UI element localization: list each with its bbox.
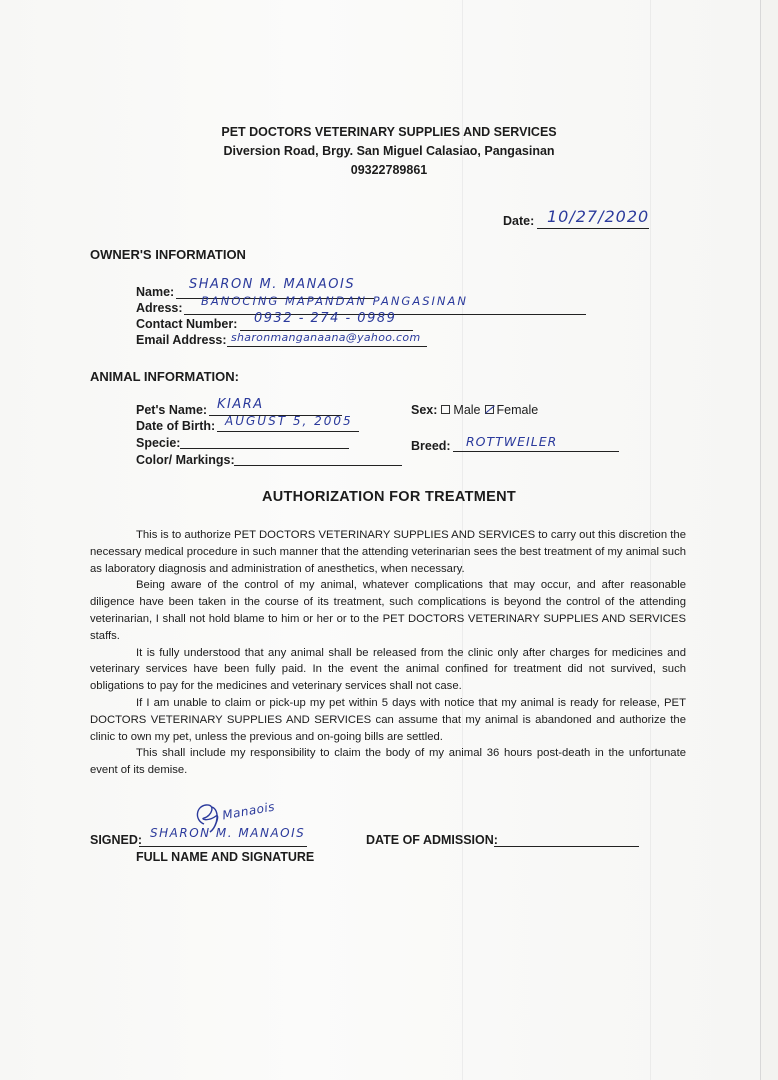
owner-section-title: OWNER'S INFORMATION (90, 247, 246, 262)
breed-line (453, 451, 619, 452)
owner-name-value: SHARON M. MANAOIS (189, 277, 356, 292)
sex-female-checkbox (485, 405, 494, 414)
date-line (537, 228, 649, 229)
admission-date-line (494, 846, 639, 847)
sex-female-label: Female (496, 403, 539, 417)
breed-label: Breed: (411, 439, 451, 453)
signature-scrawl: Manaois (221, 799, 276, 823)
animal-section-title: ANIMAL INFORMATION: (90, 369, 239, 384)
owner-name-label: Name: (136, 285, 175, 299)
authorization-paragraph: This shall include my responsibility to claim the body of my animal 36 hours post-death in the unfortunate event of its demise. (90, 747, 686, 777)
color-markings-label: Color/ Markings: (136, 453, 235, 467)
signed-label: SIGNED: (90, 833, 143, 847)
signed-line (139, 846, 307, 847)
authorization-title: AUTHORIZATION FOR TREATMENT (261, 489, 517, 505)
signature-caption: FULL NAME AND SIGNATURE (136, 850, 315, 864)
authorization-paragraph: This is to authorize PET DOCTORS VETERINARY SUPPLIES AND SERVICES to carry out this discretion the necessary medical procedure in such manner that the attending veterinarian sees the best treatment of my animal such as laboratory diagnosis and administration of anesthetics, when necessary. (90, 529, 686, 575)
specie-line (180, 448, 349, 449)
company-phone: 09322789861 (350, 163, 428, 177)
dob-label: Date of Birth: (136, 419, 216, 433)
owner-address-value: BANOCING MAPANDAN PANGASINAN (201, 294, 468, 308)
authorization-paragraph: If I am unable to claim or pick-up my pet within 5 days with notice that my animal is ready for release, PET DOCTORS VETERINARY SUPPLIES AND SERVICES can assume that my animal is abandoned and authorize the clinic to own my pet, unless the previous and on-going bills are settled. (90, 696, 686, 743)
contact-number-label: Contact Number: (136, 317, 238, 331)
breed-value: ROTTWEILER (466, 434, 558, 449)
date-label: Date: (503, 214, 535, 228)
contact-number-value: 0932 - 274 - 0989 (254, 311, 397, 326)
pet-name-label: Pet's Name: (136, 403, 208, 417)
dob-value: AUGUST 5, 2005 (225, 414, 353, 428)
email-label: Email Address: (136, 333, 227, 347)
color-markings-line (234, 465, 402, 466)
owner-address-label: Adress: (136, 301, 183, 315)
pet-name-value: KIARA (217, 397, 264, 412)
email-line (227, 346, 427, 347)
admission-date-label: DATE OF ADMISSION: (366, 833, 498, 847)
authorization-paragraph: Being aware of the control of my animal, whatever complications that may occur, and after reasonable diligence have been taken in the course of its treatment, such complications is beyond the control of the attending veterinarian, I shall not hold blame to him or her or to the PET DOCTORS VETERINARY SUPPLIES AND SERVICES staffs. (90, 579, 686, 642)
email-value: sharonmanganaana@yahoo.com (231, 331, 421, 344)
sex-row (411, 403, 538, 417)
sex-male-checkbox (441, 405, 450, 414)
signed-name-value: SHARON M. MANAOIS (150, 826, 306, 840)
specie-label: Specie: (136, 436, 181, 450)
sex-male-label: Male (453, 403, 481, 417)
company-address: Diversion Road, Brgy. San Miguel Calasiao, Pangasinan (223, 144, 555, 158)
authorization-paragraph: It is fully understood that any animal shall be released from the clinic only after charges for medicines and veterinary services have been fully paid. In the event the animal confined for treatment did not survived, such obligations to pay for the medicines and veterinary services shall not case. (90, 646, 686, 693)
company-name: PET DOCTORS VETERINARY SUPPLIES AND SERVICES (221, 125, 557, 139)
sex-label: Sex: (411, 403, 438, 417)
date-value: 10/27/2020 (547, 207, 650, 226)
dob-line (217, 431, 359, 432)
authorization-text (90, 527, 686, 779)
